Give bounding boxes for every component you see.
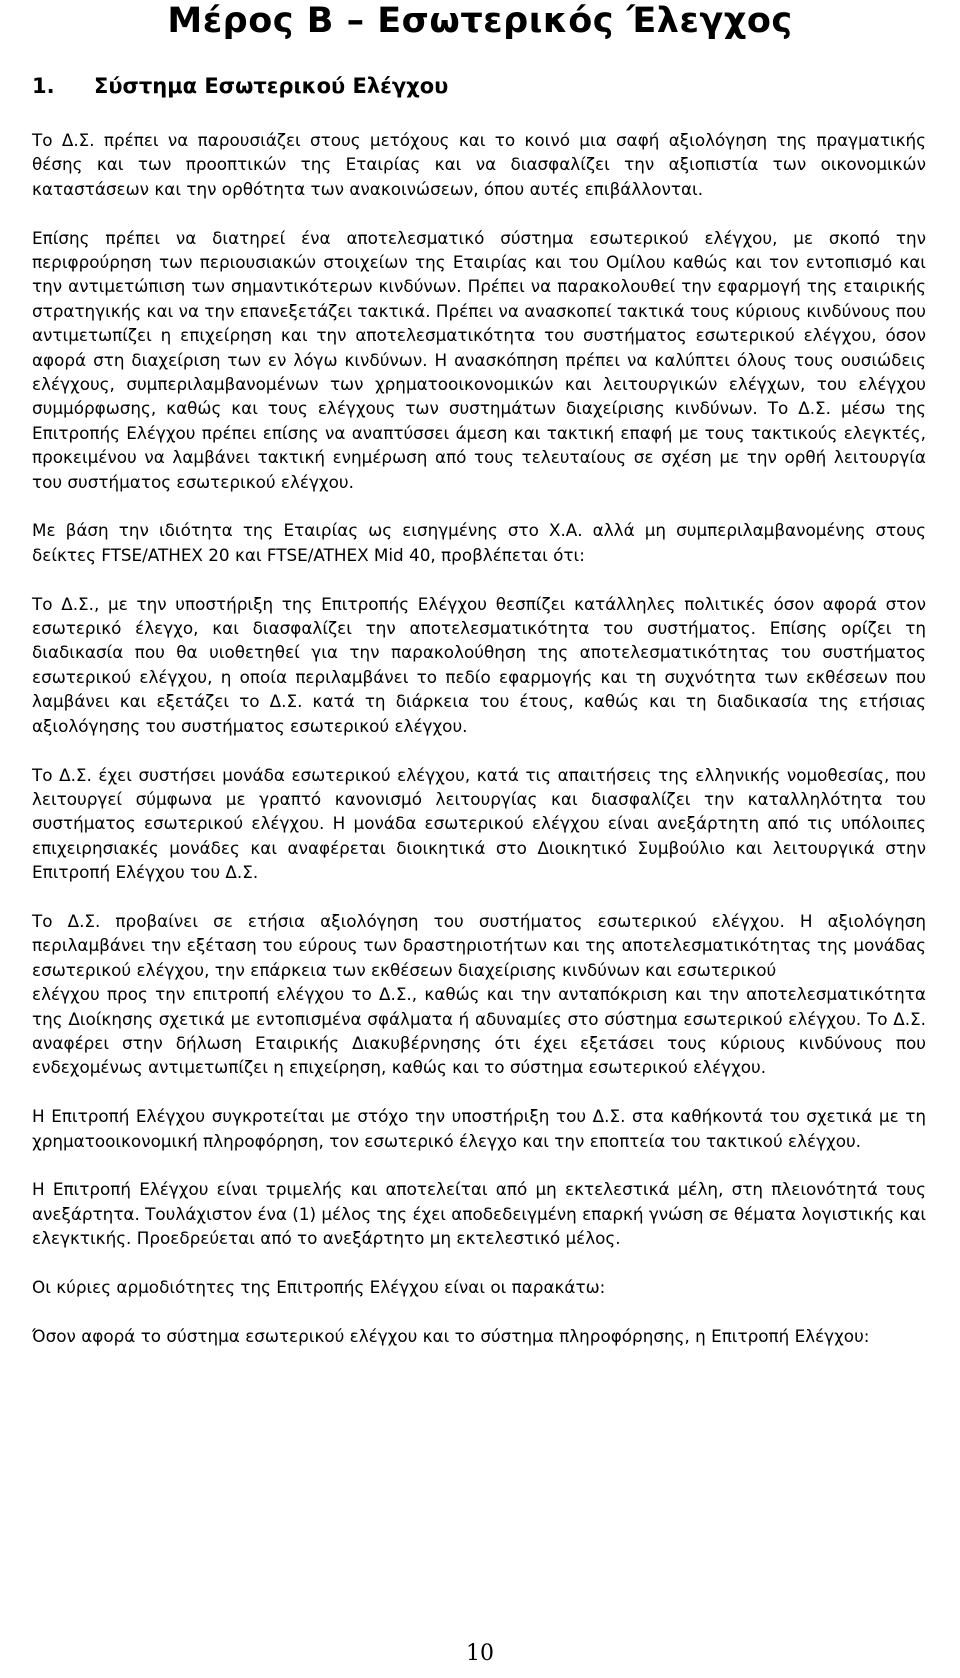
paragraph: Όσον αφορά το σύστημα εσωτερικού ελέγχου και το σύστημα πληροφόρησης, η Επιτροπή Ελέγχου: [32, 1325, 870, 1346]
paragraph: ελέγχου προς την επιτροπή ελέγχου το Δ.Σ., καθώς και την ανταπόκριση και την αποτελεσματικότητα της Διοίκησης σχετικά με εντοπισμένα σφάλματα ή αδυναμίες στο σύστημα εσωτερικού ελέγχου. Το Δ.Σ. αναφέρει στην δήλωση Εταιρικής Διακυβέρνησης ότι έχει εξετάσει τους κύριους κινδύνους που ενδεχομένως αντιμετωπίζει η επιχείρηση, καθώς και το σύστημα εσωτερικού ελέγχου. [32, 984, 926, 1078]
paragraph: Το Δ.Σ. έχει συστήσει μονάδα εσωτερικού ελέγχου, κατά τις απαιτήσεις της ελληνικής νομοθεσίας, που λειτουργεί σύμφωνα με γραπτό κανονισμό λειτουργίας και διασφαλίζει την καταλληλότητα του συστήματος εσωτερικού ελέγχου. Η μονάδα εσωτερικού ελέγχου είναι ανεξάρτητη από τις υπόλοιπες επιχειρησιακές μονάδες και αναφέρεται διοικητικά στο Διοικητικό Συμβούλιο και λειτουργικά στην Επιτροπή Ελέγχου του Δ.Σ. [32, 764, 926, 883]
paragraph: Η Επιτροπή Ελέγχου συγκροτείται με στόχο την υποστήριξη του Δ.Σ. στα καθήκοντά του σχετικά με τη χρηματοοικονομική πληροφόρηση, τον εσωτερικό έλεγχο και την εποπτεία του τακτικού ελέγχου. [32, 1106, 926, 1151]
section-title: Σύστημα Εσωτερικού Ελέγχου [94, 74, 449, 98]
paragraph: Με βάση την ιδιότητα της Εταιρίας ως εισηγμένης στο Χ.Α. αλλά μη συμπεριλαμβανομένης στους δείκτες FTSE/ATHEX 20 και FTSE/ATHEX Mid 40, προβλέπεται ότι: [32, 520, 926, 565]
paragraph: Η Επιτροπή Ελέγχου είναι τριμελής και αποτελείται από μη εκτελεστικά μέλη, στη πλειονότητά τους ανεξάρτητα. Τουλάχιστον ένα (1) μέλος της έχει αποδεδειγμένη επαρκή γνώση σε θέματα λογιστικής και ελεγκτικής. Προεδρεύεται από το ανεξάρτητο μη εκτελεστικό μέλος. [32, 1179, 927, 1249]
paragraph: Το Δ.Σ. προβαίνει σε ετήσια αξιολόγηση του συστήματος εσωτερικού ελέγχου. Η αξιολόγηση περιλαμβάνει την εξέταση του εύρους των δραστηριοτήτων και της αποτελεσματικότητας της μονάδας εσωτερικού ελέγχου, την επάρκεια των εκθέσεων διαχείρισης κινδύνων και εσωτερικού [32, 910, 926, 980]
paragraph: Επίσης πρέπει να διατηρεί ένα αποτελεσματικό σύστημα εσωτερικού ελέγχου, με σκοπό την περιφρούρηση των περιουσιακών στοιχείων της Εταιρίας και του Ομίλου καθώς και τον εντοπισμό και την αντιμετώπιση των σημαντικότερων κινδύνων. Πρέπει να παρακολουθεί την εφαρμογή της εταιρικής στρατηγικής και να την επανεξετάζει τακτικά. Πρέπει να ανασκοπεί τακτικά τους κύριους κινδύνους που αντιμετωπίζει η επιχείρηση και την αποτελεσματικότητα του συστήματος εσωτερικού ελέγχου, όσον αφορά στη διαχείριση των εν λόγω κινδύνων. Η ανασκόπηση πρέπει να καλύπτει όλους τους ουσιώδεις ελέγχους, συμπεριλαμβανομένων των χρηματοοικονομικών και λειτουργικών ελέγχων, του ελέγχου συμμόρφωσης, καθώς και τους ελέγχους των συστημάτων διαχείρισης κινδύνων. Το Δ.Σ. μέσω της Επιτροπής Ελέγχου πρέπει επίσης να αναπτύσσει άμεση και τακτική επαφή με τους τακτικούς ελεγκτές, προκειμένου να λαμβάνει τακτική ενημέρωση από τους τελευταίους σε σχέση με την ορθή λειτουργία του συστήματος εσωτερικού ελέγχου. [32, 227, 926, 492]
section-number: 1. [32, 74, 55, 98]
section-heading [32, 72, 448, 100]
page-title: Μέρος Β – Εσωτερικός Έλεγχος [167, 1, 793, 41]
paragraph: Το Δ.Σ. πρέπει να παρουσιάζει στους μετόχους και το κοινό μια σαφή αξιολόγηση της πραγματικής θέσης και των προοπτικών της Εταιρίας και να διασφαλίζει την αξιοπιστία των οικονομικών καταστάσεων και την ορθότητα των ανακοινώσεων, όπου αυτές επιβάλλονται. [32, 130, 926, 199]
paragraph: Το Δ.Σ., με την υποστήριξη της Επιτροπής Ελέγχου θεσπίζει κατάλληλες πολιτικές όσον αφορά στον εσωτερικό έλεγχο, και διασφαλίζει την αποτελεσματικότητα του συστήματος. Επίσης ορίζει τη διαδικασία που θα υιοθετηθεί για την παρακολούθηση της αποτελεσματικότητας του συστήματος εσωτερικού ελέγχου, η οποία περιλαμβάνει το πεδίο εφαρμογής και τη συχνότητα των εκθέσεων που λαμβάνει και εξετάζει το Δ.Σ. κατά τη διάρκεια του έτους, καθώς και τη διαδικασία της ετήσιας αξιολόγησης του συστήματος εσωτερικού ελέγχου. [32, 593, 926, 736]
body-text [32, 128, 926, 1348]
page-number: 10 [466, 1641, 494, 1666]
paragraph: Οι κύριες αρμοδιότητες της Επιτροπής Ελέγχου είναι οι παρακάτω: [32, 1276, 606, 1297]
